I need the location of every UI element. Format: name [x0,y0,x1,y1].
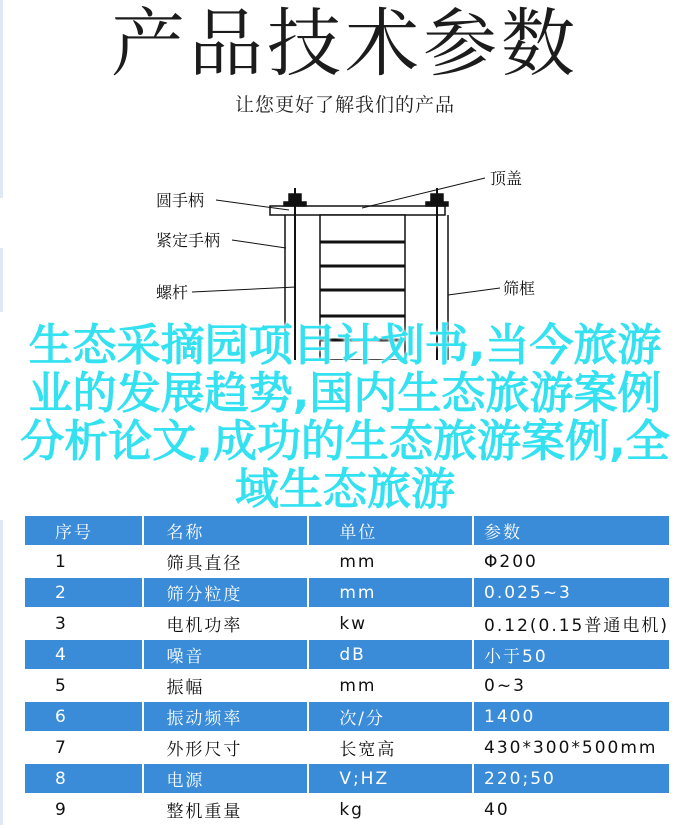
cell-name: 电机功率 [143,608,308,639]
label-sieve-frame: 筛框 [503,279,536,298]
table-row [24,546,669,577]
table-row [24,763,669,794]
leader-top-cover [362,178,485,208]
left-nut [284,202,306,206]
page-subtitle: 让您更好了解我们的产品 [234,94,455,116]
cell-value: Φ200 [473,546,669,577]
cell-name: 筛分粒度 [143,577,308,608]
cell-index: 3 [24,608,143,639]
overlay-keyword-text: 生态采摘园项目计划书,当今旅游业的发展趋势,国内生态旅游案例分析论文,成功的生态旅游案例,全域生态旅游 [20,320,670,515]
label-screw: 螺杆 [156,283,189,302]
cell-value: 0.025~3 [473,577,669,608]
table-row [24,794,669,825]
cell-name: 振动频率 [143,701,308,732]
cell-unit: 次/分 [308,701,473,732]
cell-index: 6 [24,701,143,732]
left-handle-knob [289,194,301,202]
cell-unit: kw [308,608,473,639]
cell-index: 7 [24,732,143,763]
cell-name: 整机重量 [143,794,308,825]
cell-name: 噪音 [143,639,308,670]
cell-value: 小于50 [473,639,669,670]
cell-value: 0~3 [473,670,669,701]
cell-unit: kg [308,794,473,825]
table-row [24,577,669,608]
label-handle: 圆手柄 [156,191,205,210]
header-value: 参数 [473,516,669,546]
spec-table [23,516,669,826]
cell-index: 8 [24,763,143,794]
cell-value: 220;50 [473,763,669,794]
cell-unit: 长宽高 [308,732,473,763]
cell-value: 430*300*500mm [473,732,669,763]
cell-name: 电源 [143,763,308,794]
cell-unit: mm [308,546,473,577]
page-title: 产品技术参数 [111,1,579,87]
cell-index: 1 [24,546,143,577]
cell-value: 40 [473,794,669,825]
cell-index: 9 [24,794,143,825]
cell-name: 振幅 [143,670,308,701]
left-edge-bar [0,520,3,825]
cell-unit: mm [308,577,473,608]
right-nut [426,202,448,206]
right-handle-knob [431,194,443,202]
cell-unit: mm [308,670,473,701]
leader-sieve-frame [448,288,500,295]
leader-screw [192,287,296,292]
table-header-row [24,516,669,546]
cell-index: 4 [24,639,143,670]
leader-handle [216,200,289,210]
cell-value: 1400 [473,701,669,732]
leader-fasten [232,240,286,248]
label-fasten-handle: 紧定手柄 [156,231,221,250]
table-row [24,670,669,701]
cell-index: 2 [24,577,143,608]
cell-unit: dB [308,639,473,670]
cell-name: 筛具直径 [143,546,308,577]
header-unit: 单位 [308,516,473,546]
cell-index: 5 [24,670,143,701]
top-cover-bar [270,206,445,215]
table-row [24,701,669,732]
label-top-cover: 顶盖 [490,169,523,188]
table-row [24,608,669,639]
table-row [24,639,669,670]
cell-name: 外形尺寸 [143,732,308,763]
table-row [24,732,669,763]
cell-unit: V;HZ [308,763,473,794]
cell-value: 0.12(0.15普通电机) [473,608,669,639]
header-index: 序号 [24,516,143,546]
header-name: 名称 [143,516,308,546]
